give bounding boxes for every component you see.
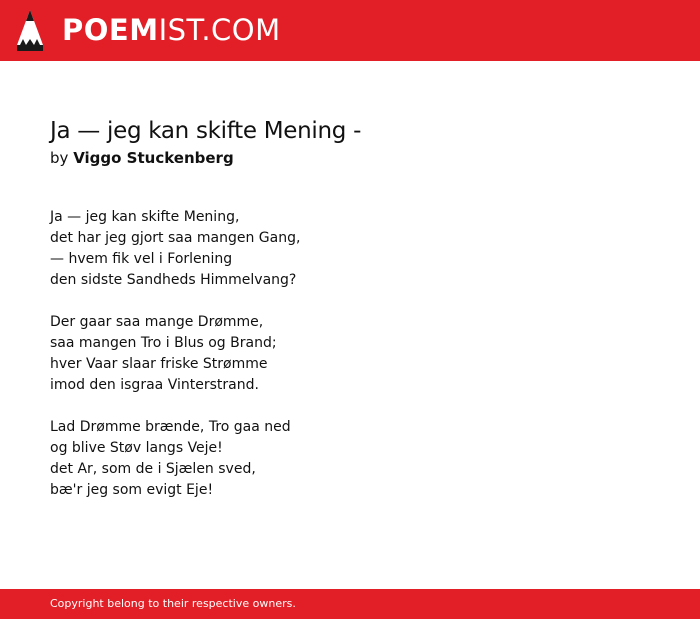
poem-line: det har jeg gjort saa mangen Gang, <box>50 230 301 246</box>
poem-body <box>50 207 650 501</box>
site-header <box>0 0 700 61</box>
poem-line: — hvem fik vel i Forlening <box>50 251 233 267</box>
poem-line: Der gaar saa mange Drømme, <box>50 314 264 330</box>
stanza <box>50 312 650 396</box>
poem-line: imod den isgraa Vinterstrand. <box>50 377 259 393</box>
poem-line: hver Vaar slaar friske Strømme <box>50 356 268 372</box>
poem-line: den sidste Sandheds Himmelvang? <box>50 272 297 288</box>
poem-content <box>50 116 650 522</box>
poem-line: saa mangen Tro i Blus og Brand; <box>50 335 277 351</box>
logo-light-text: IST.COM <box>158 13 281 47</box>
stanza <box>50 207 650 291</box>
poem-line: Ja — jeg kan skifte Mening, <box>50 209 240 225</box>
author-name[interactable]: Viggo Stuckenberg <box>73 149 234 167</box>
poem-line: det Ar, som de i Sjælen sved, <box>50 461 256 477</box>
pencil-icon[interactable] <box>16 9 44 51</box>
copyright-text: Copyright belong to their respective owners. <box>50 597 296 610</box>
poem-byline <box>50 146 650 170</box>
poem-title: Ja — jeg kan skifte Mening - <box>50 118 362 144</box>
logo-bold-text: POEM <box>62 13 159 47</box>
poem-line: bæ'r jeg som evigt Eje! <box>50 482 214 498</box>
poem-line: og blive Støv langs Veje! <box>50 440 223 456</box>
stanza <box>50 417 650 501</box>
by-label: by <box>50 149 69 167</box>
site-logo[interactable] <box>62 12 281 48</box>
site-footer <box>0 589 700 619</box>
poem-line: Lad Drømme brænde, Tro gaa ned <box>50 419 291 435</box>
